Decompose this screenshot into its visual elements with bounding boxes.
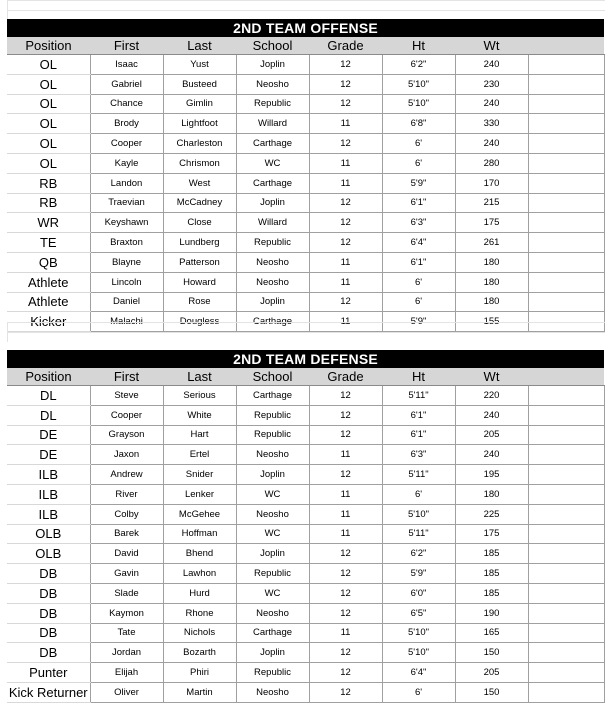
first-name-cell: Landon	[90, 173, 163, 193]
weight-cell: 175	[455, 524, 528, 544]
school-cell: Willard	[236, 213, 309, 233]
last-name-cell: Snider	[163, 465, 236, 485]
empty-cell	[528, 663, 604, 683]
table-row	[7, 583, 604, 603]
last-name-cell: Phiri	[163, 663, 236, 683]
weight-cell: 230	[455, 74, 528, 94]
weight-cell: 150	[455, 643, 528, 663]
empty-cell	[528, 623, 604, 643]
first-name-cell: River	[90, 484, 163, 504]
height-cell: 6'	[382, 682, 455, 702]
empty-cell	[528, 583, 604, 603]
last-name-cell: Rose	[163, 292, 236, 312]
weight-cell: 165	[455, 623, 528, 643]
first-name-cell: Andrew	[90, 465, 163, 485]
position-cell: OLB	[7, 544, 90, 564]
table-row	[7, 74, 604, 94]
position-cell: OL	[7, 55, 90, 75]
last-name-cell: McGehee	[163, 504, 236, 524]
first-name-cell: Steve	[90, 386, 163, 406]
weight-cell: 280	[455, 153, 528, 173]
position-cell: Athlete	[7, 292, 90, 312]
grade-cell: 11	[309, 252, 382, 272]
weight-cell: 195	[455, 465, 528, 485]
school-cell: Carthage	[236, 312, 309, 332]
first-name-cell: Brody	[90, 114, 163, 134]
weight-cell: 180	[455, 292, 528, 312]
first-name-cell: Keyshawn	[90, 213, 163, 233]
last-name-cell: Lightfoot	[163, 114, 236, 134]
height-cell: 6'8"	[382, 114, 455, 134]
first-name-cell: Gabriel	[90, 74, 163, 94]
empty-cell	[528, 504, 604, 524]
empty-cell	[528, 173, 604, 193]
school-cell: WC	[236, 524, 309, 544]
table-row	[7, 193, 604, 213]
first-name-cell: Jordan	[90, 643, 163, 663]
height-cell: 6'	[382, 153, 455, 173]
sheet-grid-middle	[7, 322, 605, 342]
weight-cell: 175	[455, 213, 528, 233]
grade-cell: 11	[309, 445, 382, 465]
height-cell: 6'0"	[382, 583, 455, 603]
height-cell: 6'2"	[382, 55, 455, 75]
first-name-cell: Chance	[90, 94, 163, 114]
table-row	[7, 425, 604, 445]
position-cell: OL	[7, 74, 90, 94]
position-cell: TE	[7, 233, 90, 253]
weight-cell: 185	[455, 564, 528, 584]
last-name-cell: Rhone	[163, 603, 236, 623]
school-cell: WC	[236, 153, 309, 173]
empty-cell	[528, 213, 604, 233]
last-name-cell: Patterson	[163, 252, 236, 272]
weight-cell: 225	[455, 504, 528, 524]
last-name-cell: Hart	[163, 425, 236, 445]
weight-cell: 155	[455, 312, 528, 332]
empty-cell	[528, 55, 604, 75]
weight-cell: 240	[455, 134, 528, 154]
last-name-cell: Dougless	[163, 312, 236, 332]
school-cell: Joplin	[236, 643, 309, 663]
offense-header-row	[7, 37, 604, 55]
grade-cell: 12	[309, 233, 382, 253]
grade-cell: 12	[309, 386, 382, 406]
empty-cell	[528, 134, 604, 154]
position-cell: OLB	[7, 524, 90, 544]
empty-cell	[528, 94, 604, 114]
table-row	[7, 386, 604, 406]
defense-title: 2ND TEAM DEFENSE	[7, 350, 604, 368]
column-header-school: School	[236, 368, 309, 386]
last-name-cell: Close	[163, 213, 236, 233]
position-cell: RB	[7, 193, 90, 213]
first-name-cell: Colby	[90, 504, 163, 524]
last-name-cell: Busteed	[163, 74, 236, 94]
table-row	[7, 524, 604, 544]
height-cell: 6'4"	[382, 663, 455, 683]
weight-cell: 190	[455, 603, 528, 623]
table-row	[7, 623, 604, 643]
position-cell: Kick Returner	[7, 682, 90, 702]
school-cell: Neosho	[236, 74, 309, 94]
first-name-cell: Gavin	[90, 564, 163, 584]
empty-cell	[528, 386, 604, 406]
first-name-cell: Cooper	[90, 134, 163, 154]
height-cell: 6'4"	[382, 233, 455, 253]
first-name-cell: Jaxon	[90, 445, 163, 465]
first-name-cell: Lincoln	[90, 272, 163, 292]
grade-cell: 12	[309, 425, 382, 445]
empty-cell	[528, 252, 604, 272]
height-cell: 5'9"	[382, 564, 455, 584]
grade-cell: 11	[309, 114, 382, 134]
height-cell: 6'3"	[382, 213, 455, 233]
position-cell: DL	[7, 405, 90, 425]
school-cell: Neosho	[236, 682, 309, 702]
weight-cell: 180	[455, 272, 528, 292]
school-cell: Neosho	[236, 504, 309, 524]
empty-cell	[528, 643, 604, 663]
weight-cell: 185	[455, 583, 528, 603]
table-row	[7, 682, 604, 702]
grade-cell: 12	[309, 465, 382, 485]
first-name-cell: Elijah	[90, 663, 163, 683]
last-name-cell: West	[163, 173, 236, 193]
school-cell: Neosho	[236, 252, 309, 272]
school-cell: Joplin	[236, 544, 309, 564]
grade-cell: 11	[309, 484, 382, 504]
grade-cell: 11	[309, 623, 382, 643]
grade-cell: 12	[309, 564, 382, 584]
last-name-cell: Ertel	[163, 445, 236, 465]
position-cell: ILB	[7, 465, 90, 485]
school-cell: WC	[236, 583, 309, 603]
school-cell: Joplin	[236, 55, 309, 75]
school-cell: Neosho	[236, 272, 309, 292]
height-cell: 6'1"	[382, 252, 455, 272]
height-cell: 5'9"	[382, 312, 455, 332]
first-name-cell: Barek	[90, 524, 163, 544]
weight-cell: 220	[455, 386, 528, 406]
height-cell: 5'10"	[382, 623, 455, 643]
position-cell: DB	[7, 643, 90, 663]
column-header-school: School	[236, 37, 309, 55]
weight-cell: 240	[455, 445, 528, 465]
empty-cell	[528, 524, 604, 544]
height-cell: 6'1"	[382, 193, 455, 213]
first-name-cell: Malachi	[90, 312, 163, 332]
table-row	[7, 233, 604, 253]
weight-cell: 261	[455, 233, 528, 253]
last-name-cell: Serious	[163, 386, 236, 406]
weight-cell: 240	[455, 405, 528, 425]
first-name-cell: Cooper	[90, 405, 163, 425]
position-cell: OL	[7, 134, 90, 154]
first-name-cell: Blayne	[90, 252, 163, 272]
column-header-grade: Grade	[309, 37, 382, 55]
height-cell: 5'10"	[382, 643, 455, 663]
last-name-cell: Gimlin	[163, 94, 236, 114]
grade-cell: 11	[309, 272, 382, 292]
grade-cell: 12	[309, 74, 382, 94]
first-name-cell: David	[90, 544, 163, 564]
weight-cell: 240	[455, 55, 528, 75]
position-cell: QB	[7, 252, 90, 272]
last-name-cell: Chrismon	[163, 153, 236, 173]
position-cell: RB	[7, 173, 90, 193]
empty-cell	[528, 682, 604, 702]
last-name-cell: White	[163, 405, 236, 425]
last-name-cell: Yust	[163, 55, 236, 75]
column-header-last: Last	[163, 37, 236, 55]
grade-cell: 11	[309, 312, 382, 332]
empty-cell	[528, 603, 604, 623]
defense-table	[7, 350, 605, 703]
last-name-cell: Hurd	[163, 583, 236, 603]
grade-cell: 12	[309, 292, 382, 312]
position-cell: DB	[7, 564, 90, 584]
grade-cell: 12	[309, 55, 382, 75]
position-cell: OL	[7, 153, 90, 173]
table-row	[7, 213, 604, 233]
defense-header-row	[7, 368, 604, 386]
table-row	[7, 173, 604, 193]
table-row	[7, 445, 604, 465]
weight-cell: 170	[455, 173, 528, 193]
empty-cell	[528, 465, 604, 485]
column-header-last: Last	[163, 368, 236, 386]
height-cell: 5'9"	[382, 173, 455, 193]
height-cell: 5'10"	[382, 74, 455, 94]
height-cell: 5'10"	[382, 94, 455, 114]
weight-cell: 330	[455, 114, 528, 134]
last-name-cell: Bhend	[163, 544, 236, 564]
last-name-cell: Lawhon	[163, 564, 236, 584]
sheet-grid-top	[7, 0, 605, 20]
position-cell: Punter	[7, 663, 90, 683]
table-row	[7, 292, 604, 312]
first-name-cell: Oliver	[90, 682, 163, 702]
empty-cell	[528, 544, 604, 564]
column-header-wt: Wt	[455, 368, 528, 386]
column-header-first: First	[90, 37, 163, 55]
table-row	[7, 55, 604, 75]
column-header-position: Position	[7, 368, 90, 386]
weight-cell: 180	[455, 252, 528, 272]
offense-rows	[7, 55, 604, 332]
weight-cell: 240	[455, 94, 528, 114]
first-name-cell: Braxton	[90, 233, 163, 253]
position-cell: Athlete	[7, 272, 90, 292]
weight-cell: 205	[455, 425, 528, 445]
empty-cell	[528, 445, 604, 465]
height-cell: 6'1"	[382, 425, 455, 445]
position-cell: DB	[7, 623, 90, 643]
grade-cell: 11	[309, 504, 382, 524]
height-cell: 5'11"	[382, 386, 455, 406]
school-cell: Neosho	[236, 603, 309, 623]
table-row	[7, 134, 604, 154]
school-cell: Neosho	[236, 445, 309, 465]
grade-cell: 12	[309, 193, 382, 213]
first-name-cell: Kayle	[90, 153, 163, 173]
empty-cell	[528, 74, 604, 94]
last-name-cell: Howard	[163, 272, 236, 292]
first-name-cell: Isaac	[90, 55, 163, 75]
last-name-cell: Martin	[163, 682, 236, 702]
empty-cell	[528, 114, 604, 134]
grade-cell: 12	[309, 94, 382, 114]
position-cell: Kicker	[7, 312, 90, 332]
position-cell: WR	[7, 213, 90, 233]
first-name-cell: Daniel	[90, 292, 163, 312]
grade-cell: 12	[309, 134, 382, 154]
grade-cell: 12	[309, 583, 382, 603]
school-cell: Republic	[236, 405, 309, 425]
grade-cell: 12	[309, 682, 382, 702]
height-cell: 6'	[382, 292, 455, 312]
first-name-cell: Kaymon	[90, 603, 163, 623]
table-row	[7, 153, 604, 173]
empty-cell	[528, 233, 604, 253]
grade-cell: 12	[309, 603, 382, 623]
column-header-blank	[528, 37, 604, 55]
school-cell: Joplin	[236, 465, 309, 485]
height-cell: 6'	[382, 484, 455, 504]
last-name-cell: Hoffman	[163, 524, 236, 544]
column-header-grade: Grade	[309, 368, 382, 386]
weight-cell: 205	[455, 663, 528, 683]
school-cell: WC	[236, 484, 309, 504]
defense-rows	[7, 386, 604, 703]
grade-cell: 12	[309, 643, 382, 663]
position-cell: OL	[7, 94, 90, 114]
height-cell: 6'1"	[382, 405, 455, 425]
position-cell: DB	[7, 603, 90, 623]
empty-cell	[528, 193, 604, 213]
grade-cell: 11	[309, 153, 382, 173]
last-name-cell: Nichols	[163, 623, 236, 643]
first-name-cell: Traevian	[90, 193, 163, 213]
height-cell: 6'2"	[382, 544, 455, 564]
table-row	[7, 114, 604, 134]
empty-cell	[528, 153, 604, 173]
empty-cell	[528, 405, 604, 425]
height-cell: 5'10"	[382, 504, 455, 524]
column-header-first: First	[90, 368, 163, 386]
weight-cell: 150	[455, 682, 528, 702]
first-name-cell: Grayson	[90, 425, 163, 445]
weight-cell: 180	[455, 484, 528, 504]
offense-title: 2ND TEAM OFFENSE	[7, 19, 604, 37]
table-row	[7, 544, 604, 564]
table-row	[7, 465, 604, 485]
height-cell: 6'	[382, 134, 455, 154]
empty-cell	[528, 484, 604, 504]
last-name-cell: Charleston	[163, 134, 236, 154]
school-cell: Republic	[236, 425, 309, 445]
weight-cell: 185	[455, 544, 528, 564]
position-cell: OL	[7, 114, 90, 134]
last-name-cell: Bozarth	[163, 643, 236, 663]
weight-cell: 215	[455, 193, 528, 213]
height-cell: 5'11"	[382, 524, 455, 544]
empty-cell	[528, 272, 604, 292]
position-cell: ILB	[7, 504, 90, 524]
position-cell: ILB	[7, 484, 90, 504]
school-cell: Carthage	[236, 173, 309, 193]
grade-cell: 12	[309, 663, 382, 683]
table-row	[7, 272, 604, 292]
school-cell: Willard	[236, 114, 309, 134]
table-row	[7, 643, 604, 663]
position-cell: DE	[7, 425, 90, 445]
school-cell: Carthage	[236, 386, 309, 406]
empty-cell	[528, 292, 604, 312]
empty-cell	[528, 425, 604, 445]
table-row	[7, 663, 604, 683]
column-header-position: Position	[7, 37, 90, 55]
table-row	[7, 405, 604, 425]
grade-cell: 11	[309, 173, 382, 193]
school-cell: Joplin	[236, 193, 309, 213]
table-row	[7, 504, 604, 524]
grade-cell: 12	[309, 405, 382, 425]
column-header-ht: Ht	[382, 37, 455, 55]
school-cell: Republic	[236, 94, 309, 114]
table-row	[7, 252, 604, 272]
first-name-cell: Slade	[90, 583, 163, 603]
school-cell: Joplin	[236, 292, 309, 312]
column-header-blank	[528, 368, 604, 386]
table-row	[7, 484, 604, 504]
last-name-cell: Lenker	[163, 484, 236, 504]
school-cell: Republic	[236, 564, 309, 584]
school-cell: Carthage	[236, 623, 309, 643]
column-header-wt: Wt	[455, 37, 528, 55]
grade-cell: 12	[309, 544, 382, 564]
column-header-ht: Ht	[382, 368, 455, 386]
height-cell: 6'5"	[382, 603, 455, 623]
school-cell: Republic	[236, 663, 309, 683]
height-cell: 6'	[382, 272, 455, 292]
position-cell: DB	[7, 583, 90, 603]
table-row	[7, 603, 604, 623]
position-cell: DE	[7, 445, 90, 465]
grade-cell: 11	[309, 524, 382, 544]
grade-cell: 12	[309, 213, 382, 233]
empty-cell	[528, 564, 604, 584]
height-cell: 6'3"	[382, 445, 455, 465]
school-cell: Republic	[236, 233, 309, 253]
last-name-cell: McCadney	[163, 193, 236, 213]
first-name-cell: Tate	[90, 623, 163, 643]
position-cell: DL	[7, 386, 90, 406]
last-name-cell: Lundberg	[163, 233, 236, 253]
offense-table	[7, 19, 605, 332]
table-row	[7, 564, 604, 584]
table-row	[7, 94, 604, 114]
height-cell: 5'11"	[382, 465, 455, 485]
school-cell: Carthage	[236, 134, 309, 154]
